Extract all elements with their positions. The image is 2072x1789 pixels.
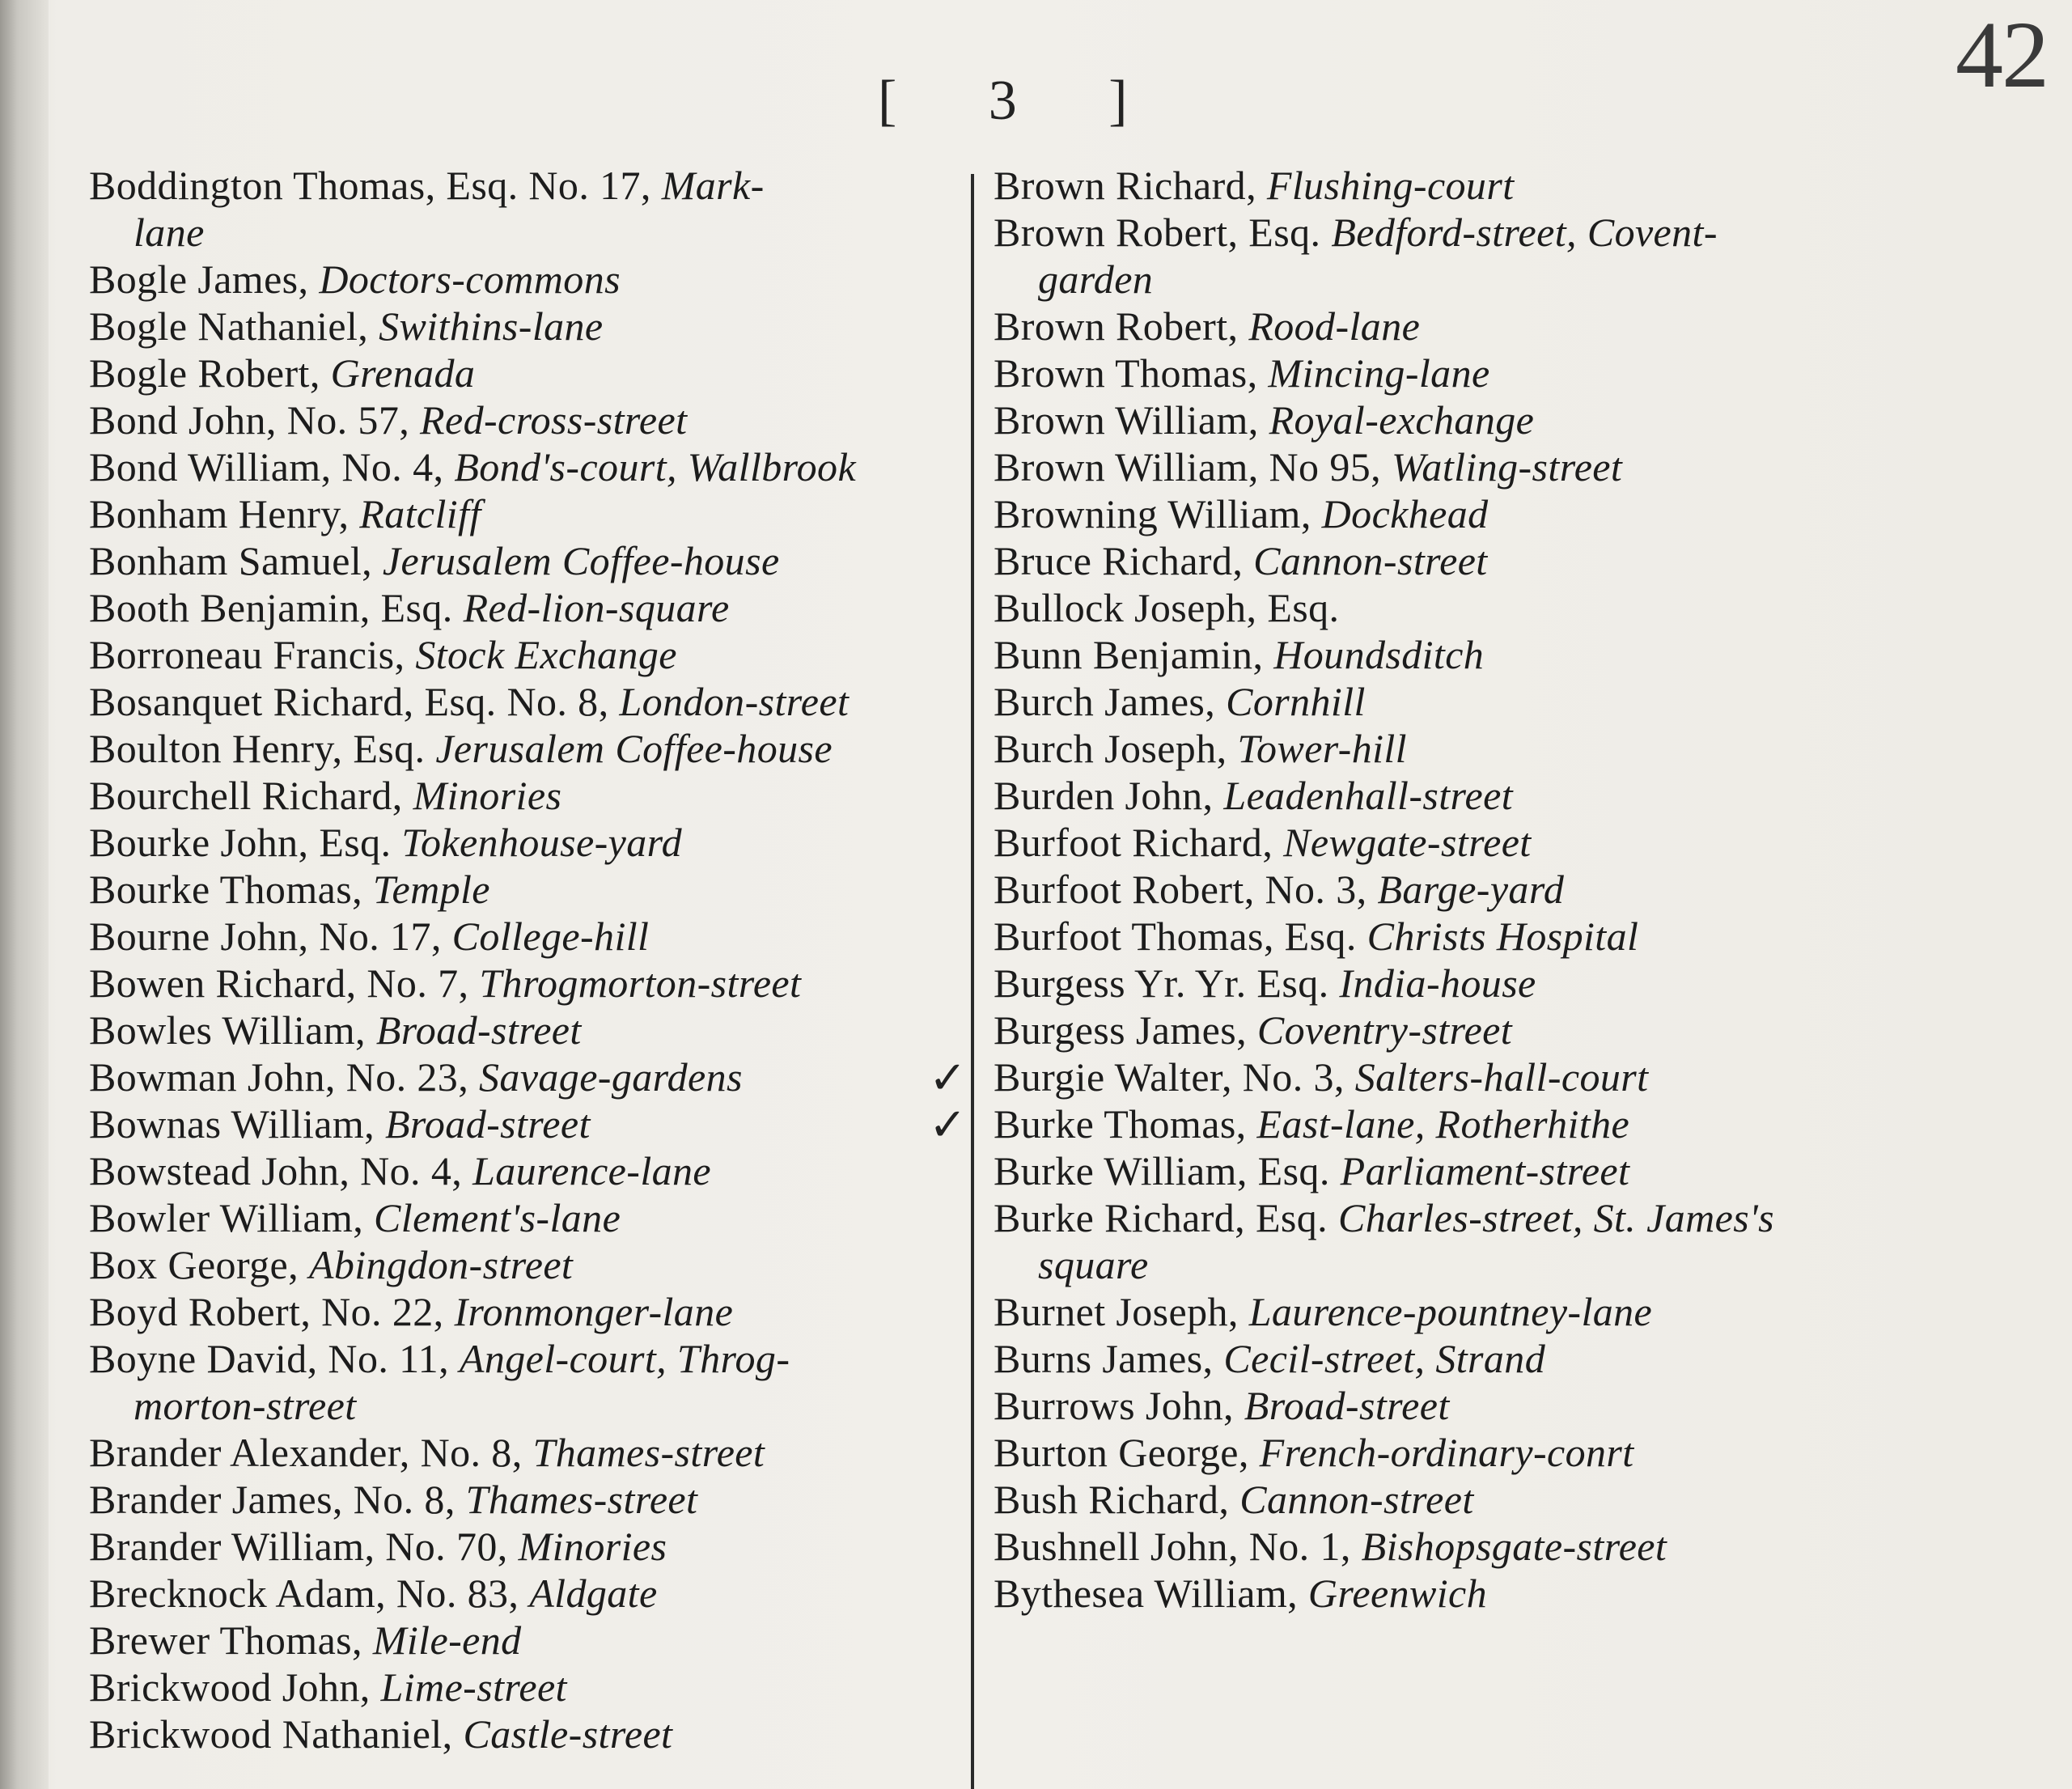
entry-name: Brewer Thomas,	[89, 1617, 362, 1663]
entry-address: India-house	[1339, 960, 1536, 1006]
entry-name: Bonham Samuel,	[89, 538, 373, 583]
entry-name: Burns James,	[994, 1336, 1214, 1381]
entry-address: Stock Exchange	[415, 632, 677, 677]
directory-entry	[994, 1523, 2037, 1570]
entry-address: Barge-yard	[1377, 867, 1565, 912]
directory-entry	[89, 725, 963, 772]
entry-address-continued: morton-street	[133, 1383, 357, 1428]
entry-name: Burke Thomas,	[994, 1101, 1247, 1147]
directory-entry	[994, 209, 2037, 303]
directory-entry	[89, 350, 963, 396]
entry-address: Savage-gardens	[479, 1054, 743, 1100]
entry-address: Leadenhall-street	[1223, 773, 1514, 818]
entry-name: Bunn Benjamin,	[994, 632, 1264, 677]
entry-name: Bowler William,	[89, 1195, 364, 1240]
directory-entry	[89, 1194, 963, 1241]
entry-address: Clement's-lane	[374, 1195, 621, 1240]
entry-address: Broad-street	[375, 1007, 582, 1053]
directory-entry	[89, 443, 963, 490]
directory-entry	[994, 350, 2037, 396]
entry-address: Temple	[372, 867, 490, 912]
entry-address-continued: lane	[133, 210, 205, 255]
directory-entry	[89, 1288, 963, 1335]
entry-address: Thames-street	[532, 1430, 765, 1475]
entry-name: Bourke John, Esq.	[89, 820, 392, 865]
entry-address: Salters-hall-court	[1354, 1054, 1649, 1100]
entry-name: Brickwood Nathaniel,	[89, 1711, 453, 1757]
directory-entry	[994, 1288, 2037, 1335]
entry-address: Mincing-lane	[1268, 350, 1490, 396]
entry-address: Minories	[518, 1524, 667, 1569]
entry-name: Bond John, No. 57,	[89, 397, 410, 443]
entry-name: Brander Alexander, No. 8,	[89, 1430, 523, 1475]
entry-address: Cornhill	[1226, 679, 1366, 724]
entry-name: Burke Richard, Esq.	[994, 1195, 1328, 1240]
entry-address: Jerusalem Coffee-house	[435, 726, 833, 771]
entry-address: Mark-	[661, 163, 765, 208]
right-column	[994, 162, 2037, 1617]
entry-address: Mile-end	[372, 1617, 522, 1663]
entry-address: Broad-street	[384, 1101, 591, 1147]
entry-address: College-hill	[451, 914, 650, 959]
directory-entry	[89, 1335, 963, 1429]
directory-entry	[89, 866, 963, 913]
directory-entry	[89, 1007, 963, 1053]
entry-name: Bowles William,	[89, 1007, 366, 1053]
directory-entry	[994, 678, 2037, 725]
entry-name: Brown Robert, Esq.	[994, 210, 1321, 255]
entry-address: Angel-court, Throg-	[459, 1336, 790, 1381]
entry-address: Parliament-street	[1340, 1148, 1630, 1193]
entry-address: Bishopsgate-street	[1361, 1524, 1667, 1569]
entry-address: Minories	[413, 773, 562, 818]
entry-name: Bond William, No. 4,	[89, 444, 444, 490]
directory-entry	[89, 303, 963, 350]
entry-name: Boyd Robert, No. 22,	[89, 1289, 444, 1334]
entry-name: Bruce Richard,	[994, 538, 1244, 583]
entry-name: Burfoot Robert, No. 3,	[994, 867, 1367, 912]
directory-entry	[994, 1382, 2037, 1429]
entry-name: Boddington Thomas, Esq. No. 17,	[89, 163, 651, 208]
entry-name: Bogle James,	[89, 256, 309, 302]
entry-name: Bowstead John, No. 4,	[89, 1148, 463, 1193]
directory-entry	[994, 162, 2037, 209]
entry-address: Red-lion-square	[463, 585, 730, 630]
entry-name: Burnet Joseph,	[994, 1289, 1239, 1334]
directory-entry	[89, 913, 963, 960]
entry-name: Boulton Henry, Esq.	[89, 726, 426, 771]
directory-entry	[89, 1147, 963, 1194]
directory-entry	[994, 960, 2037, 1007]
directory-entry	[89, 1053, 963, 1100]
directory-entry	[994, 1100, 2037, 1147]
entry-address-continued: square	[1038, 1242, 1149, 1287]
entry-address: Thames-street	[465, 1477, 698, 1522]
entry-address: Cannon-street	[1253, 538, 1488, 583]
entry-address: Watling-street	[1391, 444, 1623, 490]
entry-name: Burfoot Thomas, Esq.	[994, 914, 1357, 959]
directory-entry	[89, 1617, 963, 1664]
directory-entry	[89, 1241, 963, 1288]
directory-entry	[89, 584, 963, 631]
entry-name: Bosanquet Richard, Esq. No. 8,	[89, 679, 609, 724]
entry-address: Charles-street, St. James's	[1337, 1195, 1775, 1240]
directory-entry	[89, 1523, 963, 1570]
entry-name: Bush Richard,	[994, 1477, 1230, 1522]
entry-address: Greenwich	[1307, 1571, 1488, 1616]
entry-address: Lime-street	[380, 1664, 567, 1710]
directory-entry	[89, 162, 963, 256]
entry-address: Bedford-street, Covent-	[1331, 210, 1718, 255]
entry-name: Burrows John,	[994, 1383, 1234, 1428]
directory-entry	[994, 1053, 2037, 1100]
entry-name: Brown Robert,	[994, 303, 1239, 349]
entry-name: Bowman John, No. 23,	[89, 1054, 469, 1100]
entry-address: Throgmorton-street	[479, 960, 802, 1006]
entry-name: Bogle Nathaniel,	[89, 303, 369, 349]
entry-name: Box George,	[89, 1242, 299, 1287]
directory-entry	[89, 819, 963, 866]
entry-address: Red-cross-street	[420, 397, 688, 443]
check-mark-icon: ✓	[929, 1053, 967, 1104]
entry-name: Brecknock Adam, No. 83,	[89, 1571, 519, 1616]
entry-name: Brander James, No. 8,	[89, 1477, 456, 1522]
entry-name: Burke William, Esq.	[994, 1148, 1330, 1193]
directory-entry	[89, 1476, 963, 1523]
directory-entry	[89, 1570, 963, 1617]
entry-name: Brickwood John,	[89, 1664, 371, 1710]
entry-name: Bownas William,	[89, 1101, 375, 1147]
directory-entry	[994, 396, 2037, 443]
entry-address: Tower-hill	[1237, 726, 1407, 771]
entry-address: Cecil-street, Strand	[1223, 1336, 1546, 1381]
entry-name: Bourne John, No. 17,	[89, 914, 442, 959]
entry-name: Bythesea William,	[994, 1571, 1299, 1616]
entry-address: Rood-lane	[1248, 303, 1421, 349]
directory-entry	[89, 1100, 963, 1147]
entry-name: Boyne David, No. 11,	[89, 1336, 449, 1381]
page-number: [ 3 ]	[878, 70, 1167, 132]
entry-address: Flushing-court	[1266, 163, 1515, 208]
directory-entry	[994, 1194, 2037, 1288]
entry-name: Bourchell Richard,	[89, 773, 403, 818]
entry-address: London-street	[619, 679, 850, 724]
book-gutter	[0, 0, 49, 1789]
entry-address: Laurence-lane	[472, 1148, 711, 1193]
directory-entry	[994, 490, 2037, 537]
directory-entry	[89, 256, 963, 303]
check-mark-icon: ✓	[929, 1100, 967, 1151]
directory-entry	[994, 443, 2037, 490]
directory-entry	[994, 819, 2037, 866]
directory-entry	[994, 1335, 2037, 1382]
entry-name: Bullock Joseph, Esq.	[994, 585, 1340, 630]
directory-entry	[89, 537, 963, 584]
entry-name: Bowen Richard, No. 7,	[89, 960, 469, 1006]
entry-address: Cannon-street	[1239, 1477, 1474, 1522]
directory-entry	[994, 1429, 2037, 1476]
column-divider	[971, 174, 974, 1789]
entry-address: Christs Hospital	[1367, 914, 1639, 959]
directory-entry	[994, 772, 2037, 819]
entry-name: Burgie Walter, No. 3,	[994, 1054, 1345, 1100]
entry-address: French-ordinary-conrt	[1259, 1430, 1634, 1475]
entry-address: Castle-street	[463, 1711, 673, 1757]
directory-entry	[994, 1007, 2037, 1053]
entry-address: Newgate-street	[1283, 820, 1532, 865]
directory-entry	[89, 490, 963, 537]
entry-address: Aldgate	[529, 1571, 658, 1616]
directory-entry	[89, 396, 963, 443]
entry-address: Tokenhouse-yard	[401, 820, 683, 865]
entry-address: Ratcliff	[359, 491, 481, 536]
entry-address: Grenada	[330, 350, 476, 396]
entry-name: Brown William,	[994, 397, 1259, 443]
entry-name: Brown Richard,	[994, 163, 1256, 208]
directory-entry	[89, 678, 963, 725]
entry-name: Bourke Thomas,	[89, 867, 362, 912]
directory-entry	[89, 631, 963, 678]
directory-entry	[994, 1570, 2037, 1617]
directory-entry	[994, 1147, 2037, 1194]
entry-address: Houndsditch	[1273, 632, 1485, 677]
entry-address-continued: garden	[1038, 256, 1154, 302]
left-column	[89, 162, 963, 1757]
entry-address: Dockhead	[1321, 491, 1489, 536]
entry-name: Burton George,	[994, 1430, 1249, 1475]
entry-name: Burfoot Richard,	[994, 820, 1273, 865]
entry-name: Burden John,	[994, 773, 1214, 818]
entry-address: Royal-exchange	[1269, 397, 1535, 443]
entry-address: East-lane, Rotherhithe	[1256, 1101, 1630, 1147]
entry-address: Abingdon-street	[308, 1242, 574, 1287]
entry-name: Borroneau Francis,	[89, 632, 405, 677]
entry-name: Burgess Yr. Yr. Esq.	[994, 960, 1329, 1006]
entry-address: Bond's-court, Wallbrook	[454, 444, 857, 490]
entry-name: Booth Benjamin, Esq.	[89, 585, 453, 630]
entry-name: Brander William, No. 70,	[89, 1524, 508, 1569]
directory-entry	[994, 584, 2037, 631]
entry-name: Burch Joseph,	[994, 726, 1227, 771]
entry-name: Brown Thomas,	[994, 350, 1258, 396]
entry-address: Coventry-street	[1256, 1007, 1513, 1053]
directory-entry	[89, 1711, 963, 1757]
entry-address: Jerusalem Coffee-house	[382, 538, 780, 583]
entry-address: Doctors-commons	[319, 256, 621, 302]
directory-entry	[89, 1429, 963, 1476]
entry-name: Brown William, No 95,	[994, 444, 1382, 490]
directory-entry	[994, 913, 2037, 960]
entry-address: Broad-street	[1244, 1383, 1450, 1428]
directory-entry	[89, 772, 963, 819]
entry-address: Ironmonger-lane	[454, 1289, 734, 1334]
directory-entry	[994, 537, 2037, 584]
directory-entry	[89, 960, 963, 1007]
directory-entry	[994, 631, 2037, 678]
directory-entry	[994, 725, 2037, 772]
directory-entry	[994, 1476, 2037, 1523]
directory-entry	[994, 866, 2037, 913]
directory-entry	[89, 1664, 963, 1711]
entry-name: Bushnell John, No. 1,	[994, 1524, 1351, 1569]
entry-name: Bogle Robert,	[89, 350, 320, 396]
directory-entry	[994, 303, 2037, 350]
entry-name: Bonham Henry,	[89, 491, 350, 536]
entry-name: Burch James,	[994, 679, 1216, 724]
entry-name: Browning William,	[994, 491, 1311, 536]
entry-name: Burgess James,	[994, 1007, 1247, 1053]
entry-address: Swithins-lane	[379, 303, 604, 349]
entry-address: Laurence-pountney-lane	[1248, 1289, 1653, 1334]
folio-number: 42	[1955, 2, 2048, 108]
